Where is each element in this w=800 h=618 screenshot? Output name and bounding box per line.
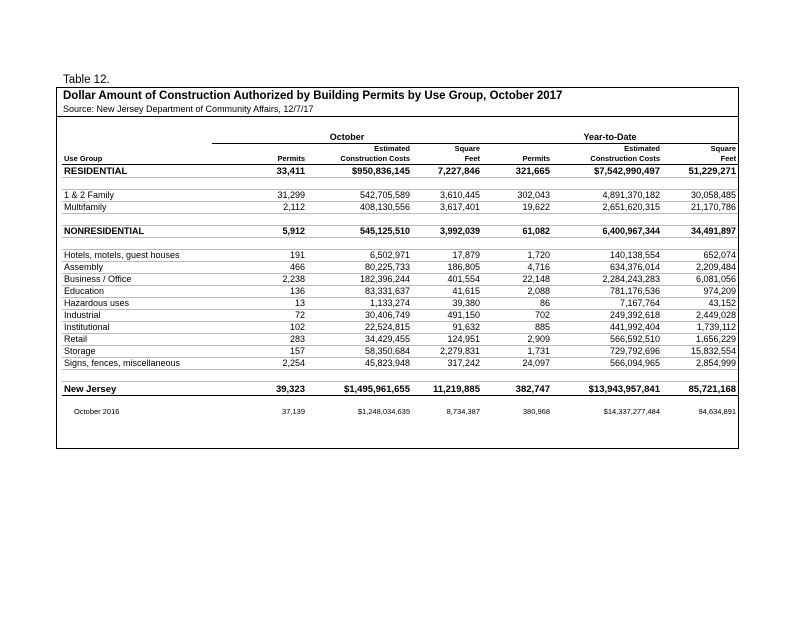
spacer-row bbox=[62, 214, 738, 226]
cell-permits-ytd: 702 bbox=[482, 310, 552, 322]
cell-costs: 45,823,948 bbox=[307, 358, 412, 370]
cell-permits-ytd: 321,665 bbox=[482, 165, 552, 178]
table-row bbox=[62, 334, 738, 346]
cell-feet-ytd: 15,832,554 bbox=[662, 346, 738, 358]
row-label: Retail bbox=[62, 334, 212, 346]
header-construction-costs-ytd: Construction Costs bbox=[552, 154, 662, 165]
cell-costs: $950,836,145 bbox=[307, 165, 412, 178]
cell-permits: 466 bbox=[212, 262, 307, 274]
header-square: Square bbox=[454, 144, 480, 153]
header-estimated-ytd: Estimated bbox=[624, 144, 660, 153]
cell-costs-ytd: 781,176,536 bbox=[552, 286, 662, 298]
cell-feet: 124,951 bbox=[412, 334, 482, 346]
cell-permits: 37,139 bbox=[282, 407, 305, 416]
cell-feet: 3,610,445 bbox=[412, 190, 482, 202]
cell-permits-ytd: 382,747 bbox=[482, 382, 552, 396]
row-label: Assembly bbox=[62, 262, 212, 274]
report-title: Dollar Amount of Construction Authorized by Building Permits by Use Group, October 2017 bbox=[63, 90, 563, 102]
cell-feet: 3,992,039 bbox=[412, 226, 482, 238]
table-row bbox=[62, 286, 738, 298]
cell-costs-ytd: 729,792,696 bbox=[552, 346, 662, 358]
row-label: 1 & 2 Family bbox=[62, 190, 212, 202]
cell-feet: 17,879 bbox=[412, 250, 482, 262]
cell-feet: 7,227,846 bbox=[412, 165, 482, 178]
cell-feet: 91,632 bbox=[412, 322, 482, 334]
cell-feet: 39,380 bbox=[412, 298, 482, 310]
cell-permits-ytd: 61,082 bbox=[482, 226, 552, 238]
spacer-row bbox=[62, 178, 738, 190]
cell-feet: 3,617,401 bbox=[412, 202, 482, 214]
table-row bbox=[62, 310, 738, 322]
cell-feet: 8,734,387 bbox=[446, 407, 480, 416]
cell-permits: 33,411 bbox=[212, 165, 307, 178]
cell-costs: 22,524,815 bbox=[307, 322, 412, 334]
cell-permits: 2,112 bbox=[212, 202, 307, 214]
row-label: NONRESIDENTIAL bbox=[62, 226, 212, 238]
cell-permits-ytd: 380,968 bbox=[522, 407, 550, 416]
cell-permits-ytd: 86 bbox=[482, 298, 552, 310]
cell-permits-ytd: 22,148 bbox=[482, 274, 552, 286]
header-permits: Permits bbox=[212, 154, 307, 165]
cell-permits-ytd: 1,720 bbox=[482, 250, 552, 262]
header-row-2 bbox=[62, 144, 738, 155]
table-row bbox=[62, 202, 738, 214]
table-row bbox=[62, 346, 738, 358]
cell-feet: 401,554 bbox=[412, 274, 482, 286]
cell-feet-ytd: 1,656,229 bbox=[662, 334, 738, 346]
cell-feet: 491,150 bbox=[412, 310, 482, 322]
cell-permits: 72 bbox=[212, 310, 307, 322]
header-row-3 bbox=[62, 154, 738, 165]
row-label: New Jersey bbox=[62, 382, 212, 396]
cell-costs: 408,130,556 bbox=[307, 202, 412, 214]
header-estimated: Estimated bbox=[374, 144, 410, 153]
cell-costs: 545,125,510 bbox=[307, 226, 412, 238]
cell-feet: 317,242 bbox=[412, 358, 482, 370]
cell-permits-ytd: 24,097 bbox=[482, 358, 552, 370]
cell-costs: 34,429,455 bbox=[307, 334, 412, 346]
cell-feet-ytd: 974,209 bbox=[662, 286, 738, 298]
header-square-ytd: Square bbox=[710, 144, 737, 153]
row-label: Multifamily bbox=[62, 202, 212, 214]
cell-costs-ytd: 2,284,243,283 bbox=[552, 274, 662, 286]
cell-permits: 13 bbox=[212, 298, 307, 310]
cell-costs-ytd: $13,943,957,841 bbox=[552, 382, 662, 396]
cell-costs: 1,133,274 bbox=[307, 298, 412, 310]
report-frame bbox=[56, 87, 739, 449]
cell-feet: 11,219,885 bbox=[412, 382, 482, 396]
cell-feet-ytd: 652,074 bbox=[662, 250, 738, 262]
table-row bbox=[62, 358, 738, 370]
cell-feet-ytd: 30,058,485 bbox=[662, 190, 738, 202]
row-label: RESIDENTIAL bbox=[62, 165, 212, 178]
row-label: Business / Office bbox=[62, 274, 212, 286]
cell-costs: $1,248,034,635 bbox=[357, 407, 410, 416]
cell-feet: 41,615 bbox=[412, 286, 482, 298]
cell-costs-ytd: 6,400,967,344 bbox=[552, 226, 662, 238]
title-block bbox=[57, 88, 738, 112]
cell-permits: 5,912 bbox=[212, 226, 307, 238]
cell-costs-ytd: 2,651,620,315 bbox=[552, 202, 662, 214]
cell-permits: 2,254 bbox=[212, 358, 307, 370]
cell-feet: 2,279,831 bbox=[412, 346, 482, 358]
cell-feet-ytd: 2,209,484 bbox=[662, 262, 738, 274]
cell-feet: 186,805 bbox=[412, 262, 482, 274]
cell-costs-ytd: 4,891,370,182 bbox=[552, 190, 662, 202]
cell-permits: 191 bbox=[212, 250, 307, 262]
table-row bbox=[62, 298, 738, 310]
header-feet: Feet bbox=[412, 154, 482, 165]
cell-permits: 283 bbox=[212, 334, 307, 346]
header-ytd: Year-to-Date bbox=[482, 132, 738, 144]
total-row bbox=[62, 382, 738, 396]
cell-permits-ytd: 302,043 bbox=[482, 190, 552, 202]
cell-costs-ytd: 140,138,554 bbox=[552, 250, 662, 262]
cell-feet-ytd: 43,152 bbox=[662, 298, 738, 310]
cell-costs: 80,225,733 bbox=[307, 262, 412, 274]
cell-permits: 2,238 bbox=[212, 274, 307, 286]
spacer-row bbox=[62, 121, 738, 132]
cell-costs: 182,396,244 bbox=[307, 274, 412, 286]
spacer-row bbox=[62, 396, 738, 406]
table-row bbox=[62, 274, 738, 286]
cell-feet-ytd: 34,491,897 bbox=[662, 226, 738, 238]
row-label: Education bbox=[62, 286, 212, 298]
row-label: Storage bbox=[62, 346, 212, 358]
cell-costs: 58,350,684 bbox=[307, 346, 412, 358]
cell-costs: 542,705,589 bbox=[307, 190, 412, 202]
cell-feet-ytd: 1,739,112 bbox=[662, 322, 738, 334]
header-use-group: Use Group bbox=[62, 154, 212, 165]
cell-costs-ytd: 7,167,764 bbox=[552, 298, 662, 310]
title-divider bbox=[57, 116, 738, 117]
table-row bbox=[62, 165, 738, 178]
table-row bbox=[62, 226, 738, 238]
table-row bbox=[62, 262, 738, 274]
cell-permits-ytd: 2,088 bbox=[482, 286, 552, 298]
spacer-row bbox=[62, 370, 738, 382]
cell-costs-ytd: 566,094,965 bbox=[552, 358, 662, 370]
row-label: Hazardous uses bbox=[62, 298, 212, 310]
cell-permits: 39,323 bbox=[212, 382, 307, 396]
header-feet-ytd: Feet bbox=[662, 154, 738, 165]
cell-permits: 102 bbox=[212, 322, 307, 334]
cell-permits-ytd: 1,731 bbox=[482, 346, 552, 358]
cell-costs: 30,406,749 bbox=[307, 310, 412, 322]
spacer-row bbox=[62, 238, 738, 250]
cell-permits: 31,299 bbox=[212, 190, 307, 202]
cell-feet-ytd: 2,854,999 bbox=[662, 358, 738, 370]
cell-permits: 157 bbox=[212, 346, 307, 358]
table-label: Table 12. bbox=[63, 74, 110, 86]
table-row bbox=[62, 190, 738, 202]
cell-feet-ytd: 94,634,891 bbox=[698, 407, 737, 416]
cell-permits-ytd: 2,909 bbox=[482, 334, 552, 346]
cell-costs: 6,502,971 bbox=[307, 250, 412, 262]
cell-feet-ytd: 51,229,271 bbox=[662, 165, 738, 178]
comparison-row bbox=[62, 405, 738, 417]
cell-feet-ytd: 85,721,168 bbox=[662, 382, 738, 396]
cell-permits-ytd: 4,716 bbox=[482, 262, 552, 274]
cell-costs: 83,331,637 bbox=[307, 286, 412, 298]
row-label: Industrial bbox=[62, 310, 212, 322]
header-group-row bbox=[62, 132, 738, 144]
row-label: Signs, fences, miscellaneous bbox=[62, 358, 212, 370]
cell-feet-ytd: 21,170,786 bbox=[662, 202, 738, 214]
row-label: Institutional bbox=[62, 322, 212, 334]
table-row bbox=[62, 250, 738, 262]
cell-costs-ytd: 566,592,510 bbox=[552, 334, 662, 346]
cell-permits-ytd: 19,622 bbox=[482, 202, 552, 214]
header-october: October bbox=[212, 132, 482, 144]
cell-feet-ytd: 2,449,028 bbox=[662, 310, 738, 322]
table-row bbox=[62, 322, 738, 334]
permits-table bbox=[62, 121, 738, 417]
header-construction-costs: Construction Costs bbox=[307, 154, 412, 165]
row-label: October 2016 bbox=[74, 407, 120, 416]
header-permits-ytd: Permits bbox=[482, 154, 552, 165]
cell-costs-ytd: 249,392,618 bbox=[552, 310, 662, 322]
cell-costs-ytd: $7,542,990,497 bbox=[552, 165, 662, 178]
row-label: Hotels, motels, guest houses bbox=[62, 250, 212, 262]
cell-costs: $1,495,961,655 bbox=[307, 382, 412, 396]
cell-permits-ytd: 885 bbox=[482, 322, 552, 334]
report-source: Source: New Jersey Department of Community Affairs, 12/7/17 bbox=[63, 104, 314, 114]
cell-costs-ytd: 441,992,404 bbox=[552, 322, 662, 334]
cell-feet-ytd: 6,081,056 bbox=[662, 274, 738, 286]
cell-costs-ytd: $14,337,277,484 bbox=[603, 407, 660, 416]
cell-permits: 136 bbox=[212, 286, 307, 298]
cell-costs-ytd: 634,376,014 bbox=[552, 262, 662, 274]
